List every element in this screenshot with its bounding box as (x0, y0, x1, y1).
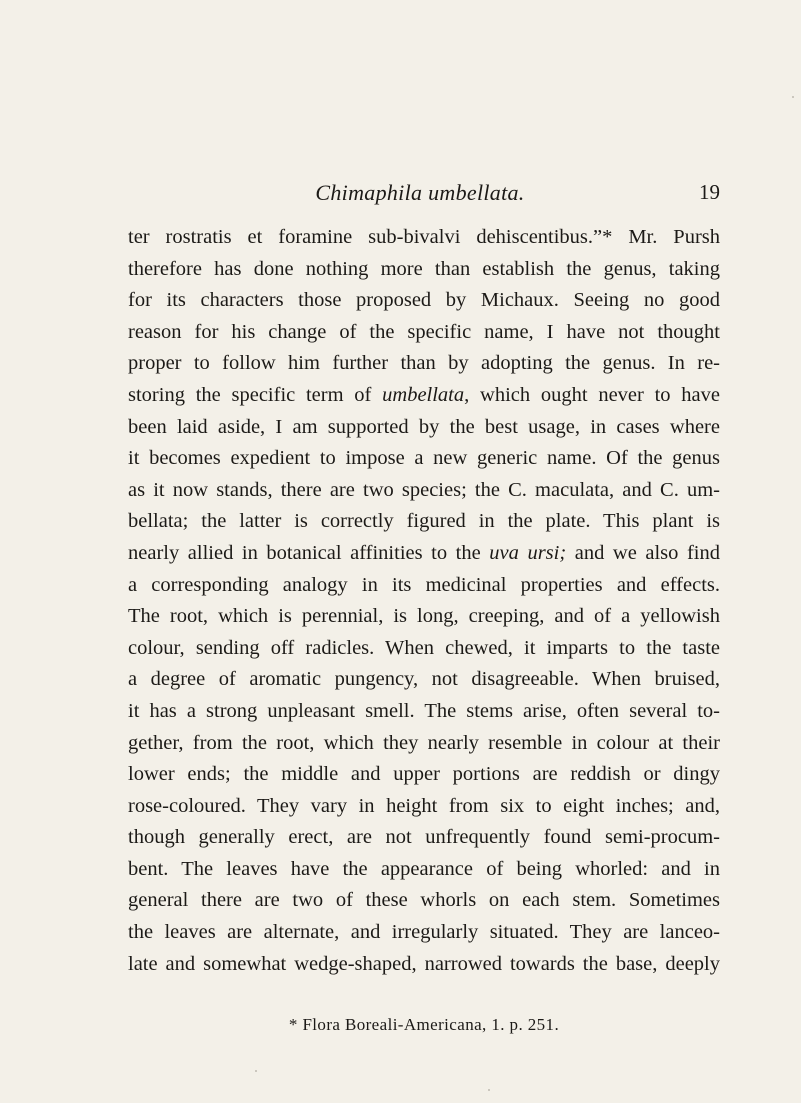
text-segment: ter rostratis et foramine sub-bivalvi dehiscentibus.”* Mr. Pursh (128, 226, 720, 248)
text-segment: , which ought never to have (464, 383, 720, 406)
italic-term: umbellata (382, 383, 465, 406)
text-line (128, 538, 720, 570)
text-segment: late and somewhat wedge-shaped, narrowed towards the base, deeply (128, 952, 720, 975)
text-segment: bent. The leaves have the appearance of being whorled: and in (128, 857, 720, 880)
text-line (128, 443, 720, 475)
text-segment: colour, sending off radicles. When chewed, it imparts to the taste (128, 636, 720, 659)
text-line (128, 696, 720, 728)
text-line (128, 380, 720, 412)
text-segment: proper to follow him further than by adopting the genus. In re- (128, 352, 720, 375)
text-segment: nearly allied in botanical affinities to the (128, 541, 490, 564)
text-segment: and we also find (566, 541, 720, 564)
text-line (128, 222, 720, 254)
text-line (128, 664, 720, 696)
text-segment: it has a strong unpleasant smell. The stems arise, often several to- (128, 699, 720, 722)
text-line (128, 759, 720, 791)
paper-speck (255, 1070, 257, 1072)
paper-speck (488, 1089, 490, 1091)
text-line (128, 254, 720, 286)
text-line (128, 475, 720, 507)
text-line (128, 822, 720, 854)
text-segment: rose-coloured. They vary in height from six to eight inches; and, (128, 794, 720, 817)
text-segment: as it now stands, there are two species; the C. maculata, and C. um- (128, 478, 720, 501)
text-segment: for its characters those proposed by Michaux. Seeing no good (128, 289, 720, 312)
text-line (128, 917, 720, 949)
text-segment: therefore has done nothing more than establish the genus, taking (128, 257, 720, 280)
text-line (128, 885, 720, 917)
text-segment: lower ends; the middle and upper portions are reddish or dingy (128, 763, 720, 786)
page-header (120, 180, 720, 210)
text-segment: reason for his change of the specific name, I have not thought (128, 320, 720, 343)
text-segment: a degree of aromatic pungency, not disagreeable. When bruised, (128, 668, 720, 691)
text-segment: storing the specific term of (128, 383, 383, 406)
running-title: Chimaphila umbellata. (315, 180, 525, 205)
text-segment: a corresponding analogy in its medicinal properties and effects. (128, 573, 720, 596)
text-line (128, 570, 720, 602)
text-segment: gether, from the root, which they nearly resemble in colour at their (128, 731, 720, 754)
text-segment: though generally erect, are not unfrequently found semi-procum- (128, 826, 720, 849)
text-line (128, 601, 720, 633)
text-segment: bellata; the latter is correctly figured in the plate. This plant is (128, 510, 720, 533)
text-line (128, 728, 720, 760)
italic-term: uva ursi; (489, 541, 567, 564)
text-line (128, 506, 720, 538)
text-line (128, 348, 720, 380)
text-line (128, 633, 720, 665)
text-line (128, 854, 720, 886)
text-line (128, 317, 720, 349)
page-number: 19 (699, 180, 720, 204)
text-line (128, 949, 720, 981)
text-line (128, 412, 720, 444)
text-line (128, 285, 720, 317)
footnote: * Flora Boreali-Americana, 1. p. 251. (288, 1015, 560, 1034)
text-segment: The root, which is perennial, is long, creeping, and of a yellowish (128, 605, 720, 628)
text-segment: been laid aside, I am supported by the best usage, in cases where (128, 415, 720, 438)
paper-speck (792, 96, 794, 98)
text-line (128, 791, 720, 823)
text-segment: the leaves are alternate, and irregularly situated. They are lanceo- (128, 921, 720, 944)
text-segment: general there are two of these whorls on each stem. Sometimes (128, 889, 720, 912)
text-segment: it becomes expedient to impose a new generic name. Of the genus (128, 447, 720, 470)
body-text (128, 222, 720, 980)
